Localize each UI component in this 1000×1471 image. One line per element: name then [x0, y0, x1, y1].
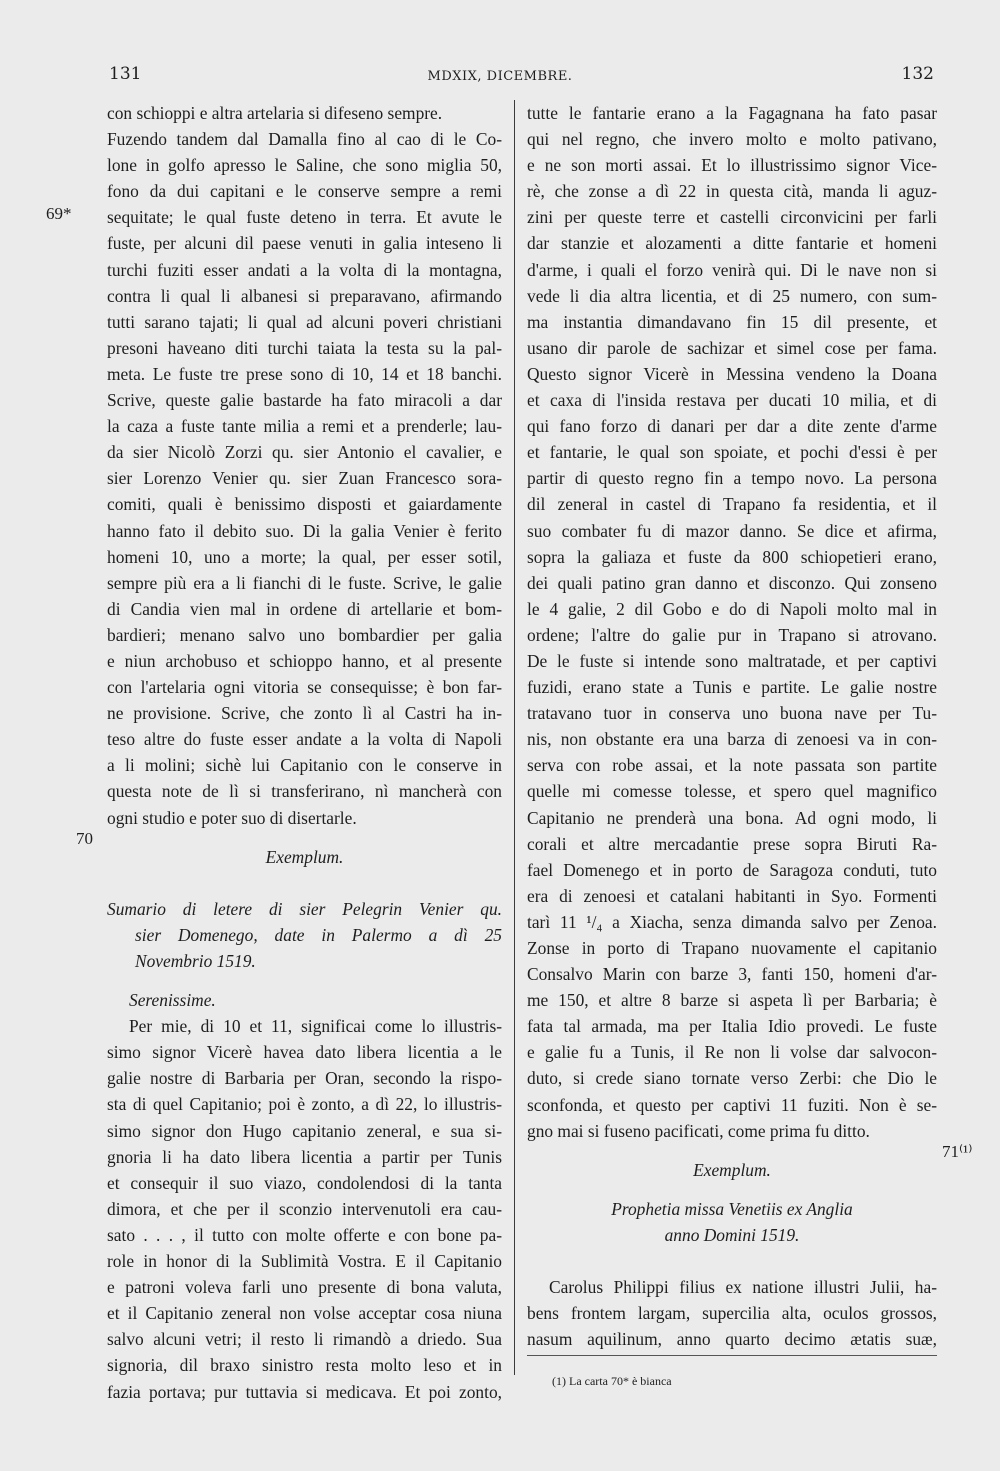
- left-column-text-line: galie nostre di Barbaria per Oran, secondo la rispo-: [107, 1068, 502, 1089]
- left-column-text-line: sta di quel Capitanio; poi è zonto, a dì 22, lo illustris-: [107, 1094, 502, 1115]
- right-column-text-line: tarì 11 ¹/₄ a Xiacha, senza dimanda salvo per Zenoa.: [527, 911, 937, 932]
- right-column-text-line: corali et altre mercadantie prese sopra Biruti Ra-: [527, 833, 937, 854]
- right-column-spacer: [527, 1248, 937, 1274]
- left-column-text-line: a li molini; sichè lui Capitanio con le conserve in: [107, 755, 502, 776]
- left-column: [107, 100, 502, 1405]
- right-column-text-line: fuzidi, erano state a Tunis e partite. Le galie nostre: [527, 677, 937, 698]
- left-column-text-line: bardieri; menano salvo uno bombardier per galia: [107, 624, 502, 645]
- left-column-text-line: da sier Nicolò Zorzi qu. sier Antonio el cavalier, e: [107, 442, 502, 463]
- left-column-text-line: Exemplum.: [265, 846, 344, 867]
- right-column-text-line: vede li dia altra licentia, et di 25 numero, con sum-: [527, 285, 937, 306]
- left-column-text-line: sequitate; le qual fuste deteno in terra. Et avute le: [107, 207, 502, 228]
- left-column-text-line: con schioppi e altra artelaria si difeseno sempre.: [107, 103, 443, 123]
- left-column-text-line: hanno fato il debito suo. Di la galia Venier è ferito: [107, 520, 502, 541]
- right-column-text-line: nis, non obstante era una barza di zenoesi va in con-: [527, 729, 937, 750]
- left-column-text-line: simo signor don Hugo capitanio zeneral, e sua si-: [107, 1120, 502, 1141]
- right-column-text-line: Zonse in porto di Trapano nuovamente el capitanio: [527, 938, 937, 958]
- left-column-text-line: dimora, et che per il sconzio intervenutoli era cau-: [107, 1198, 502, 1219]
- left-column-text-line: simo signor Vicerè havea dato libera licentia a le: [107, 1042, 502, 1063]
- right-column-text-line: Exemplum.: [693, 1159, 771, 1180]
- right-column-text-line: sopra la galiaza et fuste da 800 schiopetieri erano,: [527, 546, 937, 567]
- left-column-text-line: role in honor di la Sublimità Vostra. E il Capitanio: [107, 1251, 502, 1272]
- right-column: [527, 100, 937, 1352]
- right-page-number: 132: [901, 64, 934, 84]
- right-column-text-line: tutte le fantarie erano a la Fagagnana ha fato pasar: [527, 103, 937, 123]
- left-column-spacer: [107, 831, 502, 844]
- right-column-text-line: suo combater fu di mazor danno. Se dice et afirma,: [527, 520, 937, 541]
- margin-number-71: 71⁽¹⁾: [942, 1142, 973, 1161]
- right-column-text-line: zini per queste terre et castelli circonvicini per farli: [527, 207, 937, 228]
- left-page-number: 131: [109, 64, 142, 84]
- margin-number-69: 69*: [46, 204, 72, 223]
- left-column-text-line: ne provisione. Scrive, che zonto lì al Castri ha in-: [107, 703, 502, 724]
- left-column-spacer: [107, 974, 502, 987]
- right-column-text-line: Prophetia missa Venetiis ex Anglia: [611, 1198, 853, 1219]
- right-column-text-line: usano dir parole de sachizar et simel cose per fama.: [527, 337, 937, 358]
- left-column-text-line: teso altre do fuste esser andate a la volta di Napoli: [107, 729, 502, 750]
- left-column-text-line: sier Lorenzo Venier qu. sier Zuan Francesco sora-: [107, 468, 502, 489]
- left-column-text-line: e niun archobuso et schioppo hanno, et al presente: [107, 650, 502, 671]
- left-column-spacer: [107, 870, 502, 896]
- footnote: (1) La carta 70* è bianca: [552, 1374, 672, 1388]
- left-column-text-line: ogni studio e poter suo di disertarle.: [107, 807, 357, 828]
- left-column-text-line: Per mie, di 10 et 11, significai come lo illustris-: [129, 1016, 502, 1037]
- right-column-spacer: [527, 1144, 937, 1157]
- right-column-text-line: anno Domini 1519.: [664, 1224, 800, 1245]
- right-column-text-line: le 4 galie, 2 dil Gobo e do di Napoli molto mal in: [527, 598, 937, 619]
- left-column-text-line: sier Domenego, date in Palermo a dì 25: [135, 924, 502, 945]
- right-column-text-line: Questo signor Vicerè in Messina vendeno la Doana: [527, 363, 937, 384]
- right-column-text-line: et fantarie, le qual son spoiate, et pochi d'essi è per: [527, 442, 937, 463]
- left-column-text-line: homeni 10, uno a morte; la qual, per esser sotil,: [107, 546, 502, 567]
- footnote-rule: [527, 1355, 937, 1356]
- left-column-text-line: e patroni voleva farli uno presente di bona valuta,: [107, 1277, 502, 1298]
- running-title: MDXIX, DICEMBRE.: [427, 69, 573, 84]
- left-column-text-line: salvo alcuni vetri; il resto li rimandò a driedo. Sua: [107, 1329, 502, 1350]
- right-column-text-line: dei quali patino gran danno et disconzo. Qui zonseno: [527, 572, 937, 593]
- left-column-text-line: et il Capitanio zeneral non volse acceptar cosa niuna: [107, 1303, 502, 1324]
- left-column-text-line: con l'artelaria ogni vitoria se consequisse; è bon far-: [107, 677, 502, 698]
- right-column-text-line: fata tal armada, ma per Italia Idio provedi. Le fuste: [527, 1016, 937, 1037]
- right-column-text-line: dil zeneral in castel di Trapano fa residentia, et il: [527, 494, 937, 515]
- left-column-text-line: la caza a fuste tante milia a remi et a prenderle; lau-: [107, 416, 502, 437]
- left-column-text-line: questa note de lì si transferirano, nì mancherà con: [107, 781, 502, 802]
- right-column-text-line: bens frontem largam, supercilia alta, oculos grossos,: [527, 1303, 937, 1324]
- right-column-text-line: tratavano tuor in conserva uno buona nave per Tu-: [527, 703, 937, 724]
- right-column-text-line: quelle mi comesse tolesse, et spero quel magnifico: [527, 781, 937, 802]
- right-column-text-line: duto, si crede siano tornate verso Zerbi: che Dio le: [527, 1068, 937, 1089]
- right-column-text-line: e ne son morti assai. Et lo illustrissimo signor Vice-: [527, 155, 937, 176]
- left-column-text-line: tutti sarano tajati; li qual ad alcuni poveri christiani: [107, 311, 502, 332]
- left-column-text-line: sempre più era a li fianchi di le fuste. Scrive, le galie: [107, 572, 502, 593]
- right-column-text-line: d'arme, i quali el forzo venirà qui. Di le nave non si: [527, 259, 937, 280]
- right-column-text-line: partir di questo regno fin a tempo novo. La persona: [527, 468, 937, 489]
- left-column-text-line: meta. Le fuste tre prese sono di 10, 14 et 18 banchi.: [107, 363, 502, 384]
- right-column-text-line: sconfonda, et questo per captivi 11 fuziti. Non è se-: [527, 1094, 937, 1115]
- right-column-spacer: [527, 1183, 937, 1196]
- right-column-text-line: ma instantia dimandavano fin 15 dil presente, et: [527, 311, 937, 332]
- left-column-text-line: fono da dui capitani e le conserve sempre a remi: [107, 181, 502, 202]
- right-column-text-line: Consalvo Marin con barze 3, fanti 150, homeni d'ar-: [527, 964, 937, 985]
- left-column-text-line: turchi fuziti esser andati a la volta di la montagna,: [107, 259, 502, 280]
- right-column-text-line: et caxa di l'insida restava per ducati 10 milia, et di: [527, 390, 937, 411]
- left-column-text-line: contra li qual li albanesi si preparavano, afirmando: [107, 285, 502, 306]
- right-column-text-line: e galie fu a Tunis, il Re non li volse dar salvocon-: [527, 1042, 937, 1063]
- right-column-text-line: fael Domenego et in porto de Saragoza conduti, tuto: [527, 859, 937, 880]
- left-column-text-line: Fuzendo tandem dal Damalla fino al cao di le Co-: [107, 129, 502, 150]
- left-column-text-line: signoria, dil braxo sinistro resta molto leso et in: [107, 1355, 502, 1376]
- left-column-text-line: et consequir il suo viazo, condolendosi di la tanta: [107, 1172, 502, 1193]
- right-column-text-line: Capitanio ne prenderà una bona. Ad ogni modo, li: [527, 807, 937, 828]
- left-column-text-line: gnoria li ha dato libera licentia a partir per Tunis: [107, 1146, 502, 1167]
- right-column-text-line: rè, che zonse a dì 22 in questa cità, manda li aguz-: [527, 181, 937, 202]
- right-column-text-line: serva con robe assai, et la note passata son partite: [527, 755, 937, 776]
- right-column-text-line: qui fano forzo di danari per dar a dite zente d'arme: [527, 416, 937, 437]
- right-column-text-line: qui nel regno, che invero molto e molto pativano,: [527, 129, 937, 150]
- left-column-text-line: fazia portava; pur tuttavia si medicava. Et poi zonto,: [107, 1381, 502, 1402]
- right-column-text-line: era di zenoesi et catalani habitanti in Syo. Formenti: [527, 885, 937, 906]
- left-column-text-line: presoni haveano diti turchi taiata la testa su la pal-: [107, 337, 502, 358]
- left-column-text-line: Sumario di letere di sier Pelegrin Venier qu.: [107, 898, 502, 919]
- left-column-text-line: di Candia vien mal in ordene di artellarie et bom-: [107, 598, 502, 619]
- margin-number-70: 70: [76, 829, 93, 848]
- right-column-text-line: me 150, et altre 8 barze si aspeta lì per Barbaria; è: [527, 990, 937, 1011]
- right-column-text-line: De le fuste si intende sono maltratade, et per captivi: [527, 650, 937, 671]
- column-divider: [514, 100, 515, 1375]
- left-column-text-line: comiti, quali è benissimo disposti et gaiardamente: [107, 494, 502, 515]
- left-column-text-line: Scrive, queste galie bastarde ha fato miracoli a dar: [107, 390, 502, 411]
- left-column-text-line: sato . . . , il tutto con molte offerte e con bone pa-: [107, 1224, 502, 1245]
- right-column-text-line: ordene; l'altre do galie pur in Trapano si atrovano.: [527, 624, 937, 645]
- right-column-text-line: Carolus Philippi filius ex natione illustri Julii, ha-: [549, 1277, 937, 1298]
- left-column-text-line: lone in golfo apresso le Saline, che sono miglia 50,: [107, 155, 502, 176]
- left-column-text-line: Novembrio 1519.: [135, 951, 256, 971]
- right-column-text-line: nasum aquilinum, anno quarto decimo ætatis suæ,: [527, 1329, 937, 1350]
- left-column-text-line: Serenissime.: [129, 990, 216, 1011]
- left-column-text-line: fuste, per alcuni dil paese venuti in galia inteseno li: [107, 233, 502, 254]
- right-column-text-line: dar stanzie et alozamenti a ditte fantarie et homeni: [527, 233, 937, 254]
- right-column-text-line: gno mai si fuseno pacificati, come prima fu ditto.: [527, 1120, 870, 1141]
